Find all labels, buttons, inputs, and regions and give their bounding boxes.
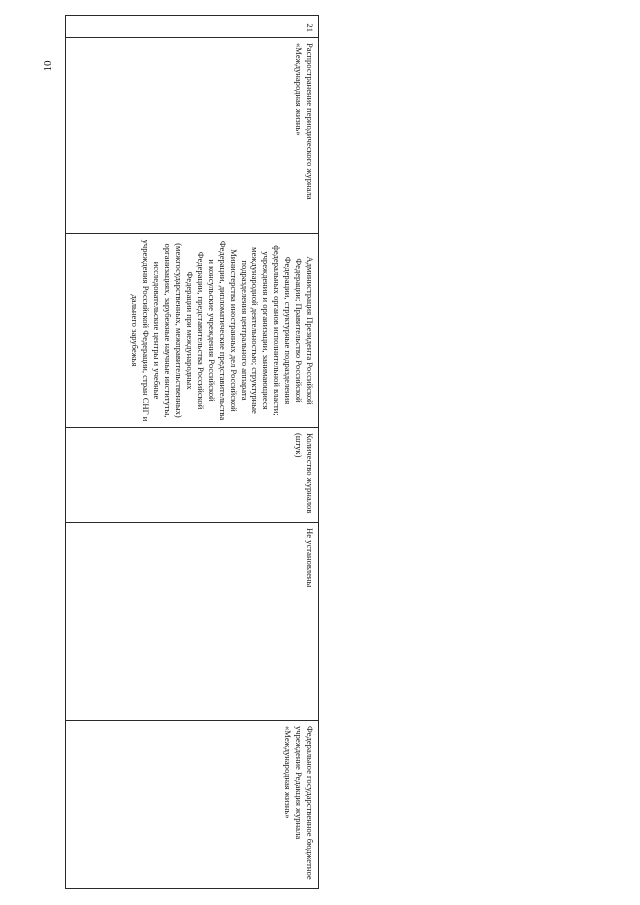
fee-cell xyxy=(66,523,319,721)
consumers-cell xyxy=(66,234,319,428)
volume-indicator: Количество журналов (штук) xyxy=(294,433,315,514)
volume-indicator-cell xyxy=(66,428,319,523)
rotated-page xyxy=(65,15,319,888)
page-number: 10 xyxy=(42,60,54,72)
service-name: Распространение периодического журнала «Международная жизнь» xyxy=(294,43,315,200)
fee-text: Не установлены xyxy=(305,528,315,588)
table-container xyxy=(65,15,319,888)
row-number-cell xyxy=(66,16,319,38)
provider-cell xyxy=(66,721,319,889)
provider-text: Федеральное государственное бюджетное учреждение Редакция журнала «Международная жизнь» xyxy=(283,726,315,880)
consumers-text: Администрация Президента Российской Федерации; Правительство Российской Федерации, структурные подразделения федеральных органов исполнительной власти; учреждения и организации, занимающиеся международной деятельностью; структурные подразделения центрального аппарата Министерства иностранных дел Российской Федерации, дипломатические представительства и консульские учреждения Российской Федерации, представительства Российской Федерации при международных (межгосударственных, межправительственных) организациях, зарубежные научные институты, исследовательские центры и учебные учреждения Российской Федерации, стран СНГ и дальнего зарубежья xyxy=(130,239,315,422)
table-row xyxy=(66,16,319,889)
row-number: 21 xyxy=(305,23,315,32)
services-table xyxy=(65,15,319,889)
service-name-cell xyxy=(66,38,319,234)
